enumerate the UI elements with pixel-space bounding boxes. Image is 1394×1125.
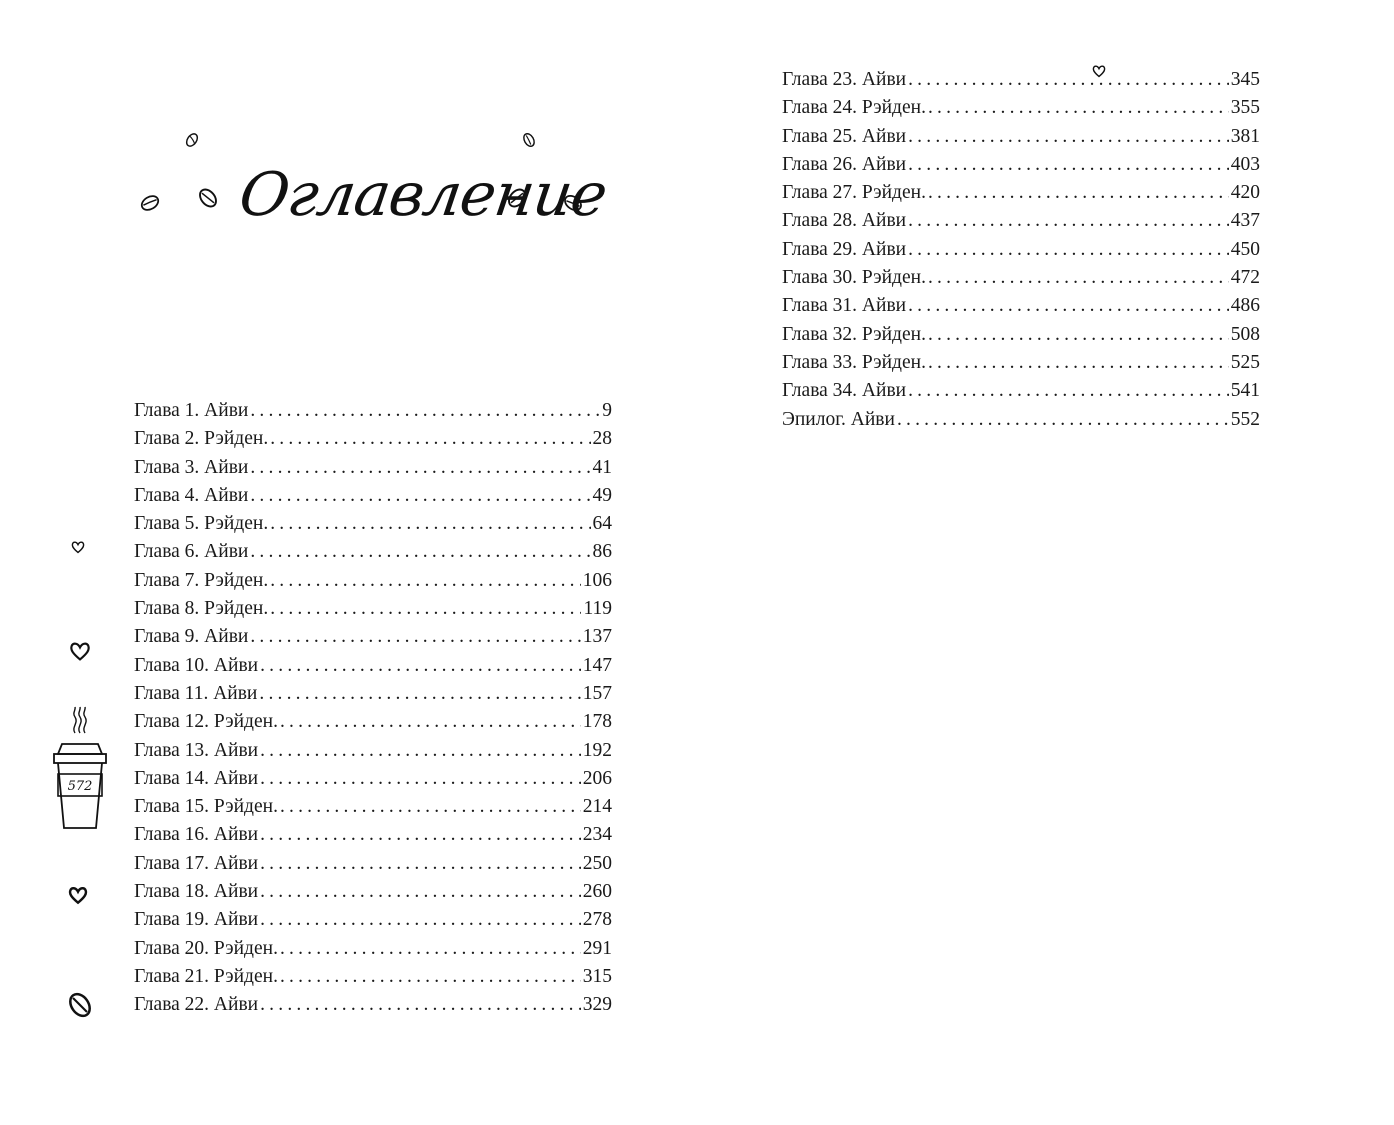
dot-leader <box>928 179 1229 207</box>
toc-entry[interactable] <box>134 623 612 651</box>
toc-entry[interactable] <box>134 793 612 821</box>
toc-entry-page: 403 <box>1230 153 1260 175</box>
coffee-bean-icon <box>139 192 161 214</box>
toc-entry[interactable] <box>134 652 612 680</box>
dot-leader <box>908 151 1229 179</box>
toc-entry-page: 250 <box>582 852 612 874</box>
toc-entry-title: Глава 18. Айви <box>134 881 259 903</box>
toc-entry-title: Глава 6. Айви <box>134 541 249 563</box>
dot-leader <box>260 765 581 793</box>
toc-entry-page: 49 <box>592 484 612 506</box>
toc-entry-page: 157 <box>582 682 612 704</box>
toc-entry[interactable] <box>134 567 612 595</box>
toc-entry[interactable] <box>134 906 612 934</box>
dot-leader <box>280 793 581 821</box>
toc-entry[interactable] <box>134 878 612 906</box>
toc-entry-title: Глава 22. Айви <box>134 994 259 1016</box>
toc-entry[interactable] <box>782 66 1260 94</box>
toc-entry-page: 291 <box>582 937 612 959</box>
toc-entry-title: Глава 8. Рэйден. <box>134 598 269 620</box>
toc-entry[interactable] <box>134 821 612 849</box>
toc-entry[interactable] <box>782 151 1260 179</box>
toc-entry-page: 64 <box>592 513 612 535</box>
toc-entry-title: Глава 21. Рэйден. <box>134 965 278 987</box>
toc-entry-page: 28 <box>592 428 612 450</box>
toc-entry-page: 472 <box>1230 267 1260 289</box>
toc-entry[interactable] <box>134 454 612 482</box>
toc-entry-page: 206 <box>582 767 612 789</box>
toc-entry[interactable] <box>134 935 612 963</box>
toc-entry[interactable] <box>782 377 1260 405</box>
toc-entry-page: 437 <box>1230 210 1260 232</box>
toc-entry-page: 329 <box>582 994 612 1016</box>
steam-icon <box>68 705 92 735</box>
toc-entry[interactable] <box>782 179 1260 207</box>
toc-entry[interactable] <box>134 482 612 510</box>
coffee-bean-icon <box>183 131 201 149</box>
dot-leader <box>280 963 581 991</box>
toc-entry-title: Глава 28. Айви <box>782 210 907 232</box>
coffee-bean-icon <box>196 186 220 210</box>
dot-leader <box>260 737 581 765</box>
dot-leader <box>280 708 581 736</box>
toc-entry[interactable] <box>782 264 1260 292</box>
toc-entry[interactable] <box>134 765 612 793</box>
toc-entry-title: Глава 7. Рэйден. <box>134 569 269 591</box>
coffee-bean-icon <box>66 991 94 1019</box>
toc-entry[interactable] <box>134 425 612 453</box>
dot-leader <box>250 482 590 510</box>
toc-entry-page: 345 <box>1230 69 1260 90</box>
toc-entry[interactable] <box>134 595 612 623</box>
toc-entry-title: Глава 30. Рэйден. <box>782 267 926 289</box>
toc-entry-title: Глава 5. Рэйден. <box>134 513 269 535</box>
toc-entry-page: 86 <box>592 541 612 563</box>
coffee-cup-icon <box>50 740 110 832</box>
dot-leader <box>260 878 581 906</box>
toc-entry-title: Глава 24. Рэйден. <box>782 97 926 119</box>
toc-list-left <box>134 397 612 1020</box>
dot-leader <box>260 991 581 1019</box>
toc-entry-title: Глава 23. Айви <box>782 69 907 90</box>
toc-entry-title: Эпилог. Айви <box>782 408 895 430</box>
toc-entry-title: Глава 29. Айви <box>782 238 907 260</box>
toc-entry-page: 552 <box>1230 408 1260 430</box>
toc-entry-title: Глава 15. Рэйден. <box>134 796 278 818</box>
toc-entry-page: 381 <box>1230 125 1260 147</box>
toc-entry[interactable] <box>782 292 1260 320</box>
toc-entry-page: 315 <box>582 965 612 987</box>
dot-leader <box>928 264 1229 292</box>
dot-leader <box>260 821 581 849</box>
toc-entry-page: 541 <box>1230 380 1260 402</box>
toc-entry[interactable] <box>134 737 612 765</box>
dot-leader <box>259 680 580 708</box>
toc-entry-title: Глава 10. Айви <box>134 654 259 676</box>
toc-entry-title: Глава 19. Айви <box>134 909 259 931</box>
toc-entry-page: 278 <box>582 909 612 931</box>
dot-leader <box>250 454 590 482</box>
toc-entry-title: Глава 33. Рэйден. <box>782 351 926 373</box>
toc-entry-title: Глава 14. Айви <box>134 767 259 789</box>
toc-entry[interactable] <box>782 123 1260 151</box>
toc-entry-page: 192 <box>582 739 612 761</box>
toc-entry-title: Глава 11. Айви <box>134 682 258 704</box>
toc-entry[interactable] <box>782 207 1260 235</box>
toc-entry-page: 178 <box>582 711 612 733</box>
heart-icon <box>68 640 92 662</box>
toc-entry-page: 9 <box>602 400 612 421</box>
toc-entry-page: 106 <box>582 569 612 591</box>
toc-entry-page: 119 <box>583 598 612 620</box>
toc-entry[interactable] <box>782 94 1260 122</box>
toc-entry-title: Глава 4. Айви <box>134 484 249 506</box>
toc-entry-title: Глава 1. Айви <box>134 400 249 421</box>
dot-leader <box>260 906 581 934</box>
dot-leader <box>908 236 1229 264</box>
toc-entry-page: 137 <box>582 626 612 648</box>
dot-leader <box>280 935 581 963</box>
dot-leader <box>928 94 1229 122</box>
toc-entry-title: Глава 25. Айви <box>782 125 907 147</box>
toc-entry[interactable] <box>134 510 612 538</box>
toc-entry-title: Глава 27. Рэйден. <box>782 182 926 204</box>
toc-entry-page: 420 <box>1230 182 1260 204</box>
toc-entry-title: Глава 34. Айви <box>782 380 907 402</box>
dot-leader <box>270 595 581 623</box>
toc-entry-page: 355 <box>1230 97 1260 119</box>
dot-leader <box>908 207 1229 235</box>
toc-entry-page: 234 <box>582 824 612 846</box>
dot-leader <box>260 850 581 878</box>
toc-entry-title: Глава 17. Айви <box>134 852 259 874</box>
dot-leader <box>908 123 1229 151</box>
page-title: Оглавление <box>235 160 611 230</box>
dot-leader <box>897 406 1229 434</box>
dot-leader <box>908 292 1229 320</box>
toc-entry[interactable] <box>134 850 612 878</box>
toc-entry-page: 486 <box>1230 295 1260 317</box>
dot-leader <box>270 567 581 595</box>
dot-leader <box>908 377 1229 405</box>
heart-icon <box>70 540 86 554</box>
toc-entry-page: 260 <box>582 881 612 903</box>
toc-entry-title: Глава 16. Айви <box>134 824 259 846</box>
dot-leader <box>250 623 580 651</box>
dot-leader <box>250 538 590 566</box>
toc-entry-page: 147 <box>582 654 612 676</box>
toc-entry[interactable] <box>134 963 612 991</box>
toc-entry-title: Глава 20. Рэйден. <box>134 937 278 959</box>
toc-entry[interactable] <box>782 349 1260 377</box>
toc-entry-title: Глава 3. Айви <box>134 456 249 478</box>
toc-entry[interactable] <box>782 406 1260 434</box>
dot-leader <box>928 349 1229 377</box>
dot-leader <box>908 66 1229 94</box>
dot-leader <box>260 652 581 680</box>
page-number: 572 <box>67 779 93 794</box>
toc-entry[interactable] <box>134 397 612 425</box>
toc-entry[interactable] <box>134 991 612 1019</box>
toc-entry-title: Глава 12. Рэйден. <box>134 711 278 733</box>
toc-entry-page: 450 <box>1230 238 1260 260</box>
heart-icon <box>67 884 89 906</box>
toc-entry-title: Глава 26. Айви <box>782 153 907 175</box>
toc-entry[interactable] <box>782 236 1260 264</box>
toc-entry-title: Глава 31. Айви <box>782 295 907 317</box>
toc-entry[interactable] <box>134 708 612 736</box>
toc-entry-page: 508 <box>1230 323 1260 345</box>
toc-entry-page: 214 <box>582 796 612 818</box>
toc-entry[interactable] <box>782 321 1260 349</box>
dot-leader <box>270 425 590 453</box>
dot-leader <box>270 510 590 538</box>
toc-entry[interactable] <box>134 538 612 566</box>
dot-leader <box>928 321 1229 349</box>
toc-entry-title: Глава 9. Айви <box>134 626 249 648</box>
toc-entry-title: Глава 2. Рэйден. <box>134 428 269 450</box>
toc-entry[interactable] <box>134 680 612 708</box>
toc-entry-page: 41 <box>592 456 612 478</box>
toc-entry-title: Глава 13. Айви <box>134 739 259 761</box>
toc-entry-title: Глава 32. Рэйден. <box>782 323 926 345</box>
dot-leader <box>250 397 600 425</box>
coffee-bean-icon <box>520 131 538 149</box>
toc-list-right <box>782 66 1260 434</box>
toc-entry-page: 525 <box>1230 351 1260 373</box>
